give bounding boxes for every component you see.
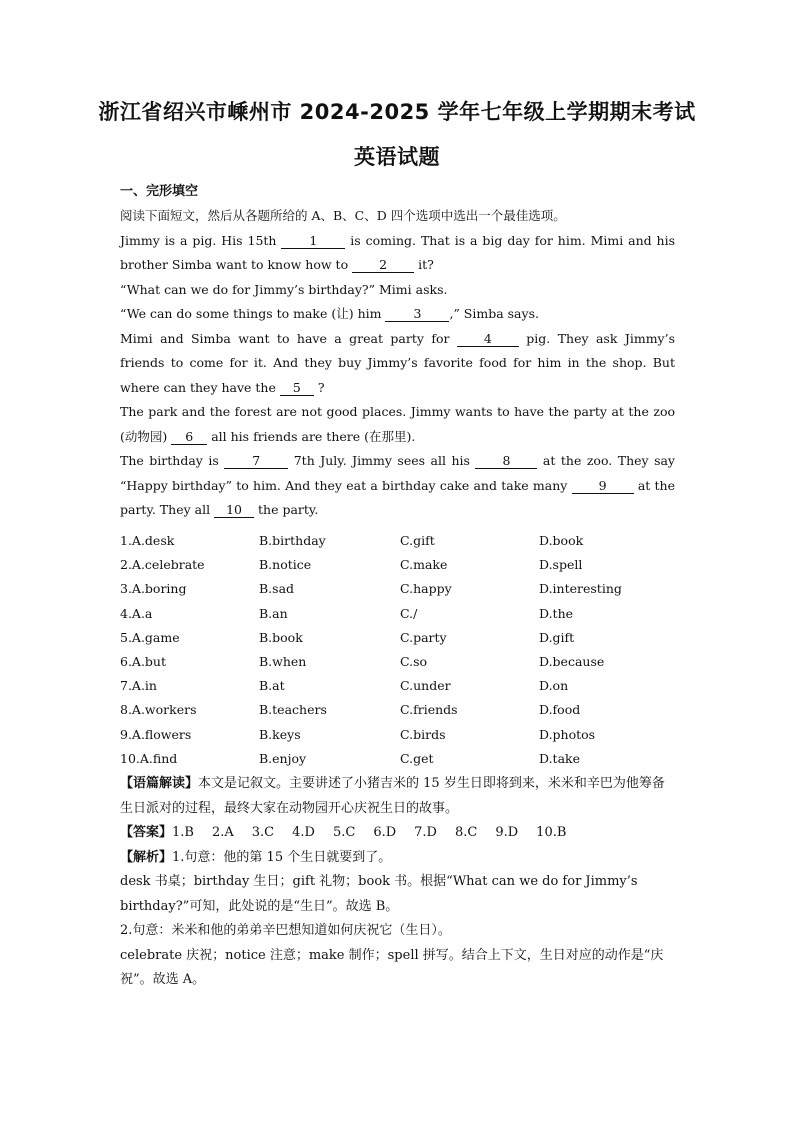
option-row: 4.A.a B.an C./ D.the — [120, 605, 574, 621]
blank-1: 1 — [281, 233, 345, 249]
blank-7: 7 — [224, 453, 288, 469]
blank-4: 4 — [457, 331, 519, 347]
analysis-section — [120, 772, 675, 993]
section-heading: 一、完形填空 — [120, 184, 199, 199]
option-row: 10.A.find B.enjoy C.get D.take — [120, 750, 580, 766]
option-row: 7.A.in B.at C.under D.on — [120, 678, 569, 694]
exam-title: 浙江省绍兴市嵊州市 2024-2025 学年七年级上学期期末考试 — [98, 100, 696, 124]
blank-3: 3 — [385, 306, 449, 322]
exam-subtitle: 英语试题 — [354, 145, 440, 169]
blank-6: 6 — [171, 429, 207, 445]
passage-paragraph-3: “We can do some things to make (让) him 3 ,” Simba says. — [120, 306, 539, 321]
instruction: 阅读下面短文，然后从各题所给的 A、B、C、D 四个选项中选出一个最佳选项。 — [120, 208, 566, 223]
explanation-1: 【解析】1.句意：他的第 15 个生日就要到了。 — [120, 849, 392, 865]
passage-paragraph-5: The park and the forest are not good places. Jimmy wants to have the party at the zoo (动物园) 6 all his friends are there (在那里). — [120, 404, 675, 444]
option-row: 3.A.boring B.sad C.happy D.interesting — [120, 581, 622, 597]
option-row: 9.A.flowers B.keys C.birds D.photos — [120, 726, 596, 742]
explanation-2-detail: celebrate 庆祝；notice 注意；make 制作；spell 拼写。结合上下文，生日对应的动作是“庆祝”。故选 A。 — [120, 947, 664, 987]
passage-paragraph-6: The birthday is 7 7th July. Jimmy sees all his 8 at the zoo. They say “Happy birthday” to him. And they eat a birthday cake and take many 9 at the party. They all 10 the party. — [120, 453, 675, 517]
option-row: 5.A.game B.book C.party D.gift — [120, 629, 575, 645]
explanation-2: 2.句意：米米和他的弟弟辛巴想知道如何庆祝它（生日）。 — [120, 923, 451, 938]
summary: 【语篇解读】本文是记叙文。主要讲述了小猪吉米的 15 岁生日即将到来，米米和辛巴为他筹备生日派对的过程，最终大家在动物园开心庆祝生日的故事。 — [120, 776, 665, 816]
explanation-1-detail: desk 书桌；birthday 生日；gift 礼物；book 书。根据“What can we do for Jimmy’s birthday?”可知，此处说的是“生日”。故选 B。 — [120, 874, 638, 914]
answer-key: 【答案】1.B 2.A 3.C 4.D 5.C 6.D 7.D 8.C 9.D 10.B — [120, 825, 567, 840]
option-row: 2.A.celebrate B.notice C.make D.spell — [120, 557, 583, 573]
option-row: 1.A.desk B.birthday C.gift D.book — [120, 533, 584, 548]
passage — [120, 204, 675, 523]
passage-paragraph-2: “What can we do for Jimmy’s birthday?” Mimi asks. — [120, 281, 448, 297]
option-row: 8.A.workers B.teachers C.friends D.food — [120, 702, 581, 718]
blank-10: 10 — [214, 502, 254, 518]
blank-2: 2 — [352, 257, 414, 273]
passage-paragraph-4: Mimi and Simba want to have a great party for 4 pig. They ask Jimmy’s friends to come for it. And they buy Jimmy’s favorite food for him in the shop. But where can they have the 5 ? — [120, 330, 675, 395]
blank-9: 9 — [572, 478, 634, 494]
option-row: 6.A.but B.when C.so D.because — [120, 653, 605, 669]
blank-8: 8 — [475, 453, 537, 469]
options-list — [120, 529, 680, 771]
blank-5: 5 — [280, 380, 314, 396]
passage-paragraph-1: Jimmy is a pig. His 15th 1 is coming. That is a big day for him. Mimi and his brother Simba want to know how to 2 it? — [120, 232, 676, 272]
